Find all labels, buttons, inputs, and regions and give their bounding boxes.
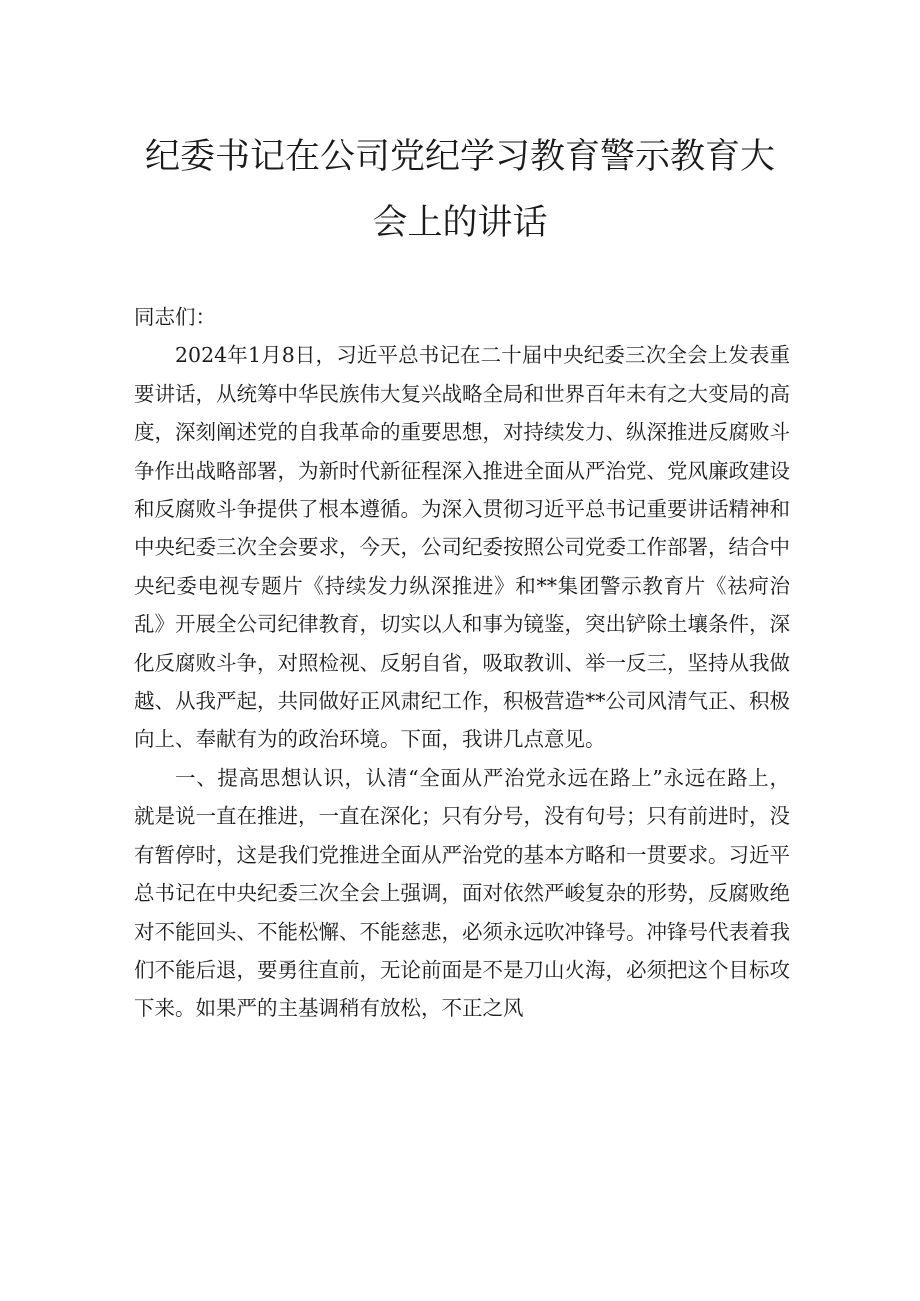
- document-body: [134, 298, 790, 1028]
- paragraph-intro: 2024年1月8日，习近平总书记在二十届中央纪委三次全会上发表重要讲话，从统筹中华民族伟大复兴战略全局和世界百年未有之大变局的高度，深刻阐述党的自我革命的重要思想，对持续发力、纵深推进反腐败斗争作出战略部署，为新时代新征程深入推进全面从严治党、党风廉政建设和反腐败斗争提供了根本遵循。为深入贯彻习近平总书记重要讲话精神和中央纪委三次全会要求，今天，公司纪委按照公司党委工作部署，结合中央纪委电视专题片《持续发力纵深推进》和**集团警示教育片《祛疴治乱》开展全公司纪律教育，切实以人和事为镜鉴，突出铲除土壤条件，深化反腐败斗争，对照检视、反躬自省，吸取教训、举一反三，坚持从我做越、从我严起，共同做好正风肃纪工作，积极营造**公司风清气正、积极向上、奉献有为的政治环境。下面，我讲几点意见。: [134, 343, 790, 752]
- paragraph-section-one: 一、提高思想认识，认清“全面从严治党永远在路上”永远在路上，就是说一直在推进，一直在深化；只有分号，没有句号；只有前进时，没有暂停时，这是我们党推进全面从严治党的基本方略和一贯要求。习近平总书记在中央纪委三次全会上强调，面对依然严峻复杂的形势，反腐败绝对不能回头、不能松懈、不能慈悲，必须永远吹冲锋号。冲锋号代表着我们不能后退，要勇往直前，无论前面是不是刀山火海，必须把这个目标攻下来。如果严的主基调稍有放松，不正之风: [134, 765, 790, 1021]
- salutation: 同志们：: [134, 305, 216, 329]
- document-title: 纪委书记在公司党纪学习教育警示教育大会上的讲话: [144, 137, 775, 243]
